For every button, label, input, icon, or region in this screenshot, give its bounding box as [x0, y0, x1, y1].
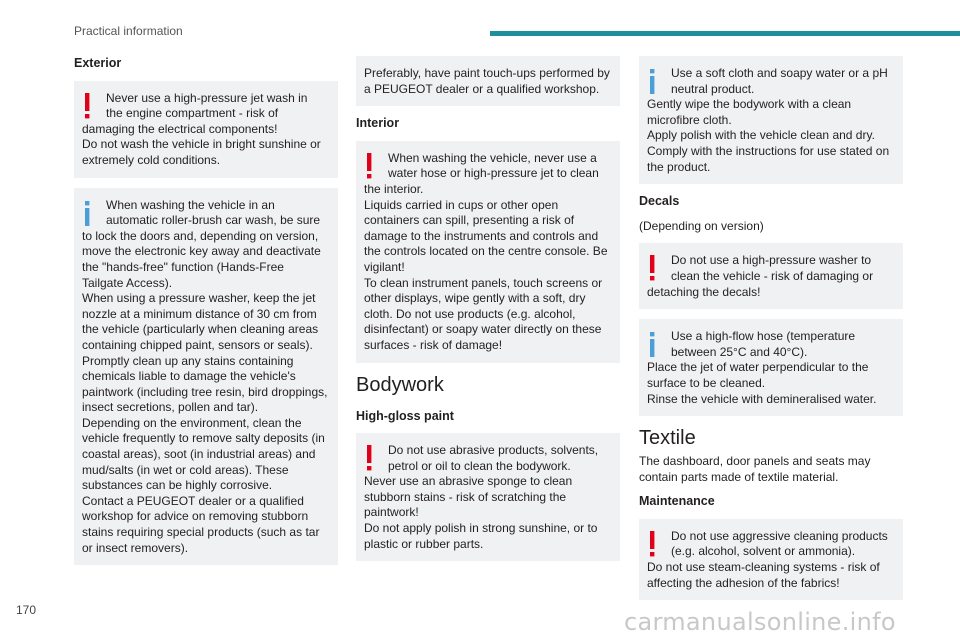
header-accent-bar	[490, 31, 960, 36]
info-icon	[647, 329, 671, 359]
info-lead: Use a soft cloth and soapy water or a pH neutral product.	[671, 66, 888, 96]
warning-lead: Do not use abrasive products, solvents, petrol or oil to clean the bodywork.	[388, 443, 599, 473]
warning-lead: Do not use a high-pressure washer to clean the vehicle - risk of damaging or	[671, 253, 874, 283]
info-text: Gently wipe the bodywork with a clean microfibre cloth. Apply polish with the vehicle clean and dry. Comply with the instructions for use stated on the product.	[647, 97, 890, 174]
heading-maintenance: Maintenance	[639, 494, 715, 509]
heading-exterior: Exterior	[74, 56, 122, 70]
page-number: 170	[16, 603, 37, 617]
heading-textile: Textile	[639, 427, 696, 450]
exclamation-icon	[82, 91, 106, 121]
warning-box	[356, 433, 620, 561]
warning-box	[74, 81, 338, 178]
warning-text: Never use an abrasive sponge to clean stubborn stains - risk of scratching the paintwork! Do not apply polish in strong sunshine, or to plastic or rubber parts.	[364, 474, 598, 551]
info-box	[74, 188, 338, 566]
info-box	[639, 56, 903, 184]
watermark: carmanualsonline.info	[624, 608, 896, 636]
warning-text: damaging the electrical components! Do not wash the vehicle in bright sunshine or extremely cold conditions.	[82, 121, 321, 167]
warning-lead: When washing the vehicle, never use a water hose or high-pressure jet to clean	[388, 150, 599, 181]
column-2	[356, 56, 620, 571]
warning-box	[639, 519, 903, 600]
section-title: Practical information	[74, 24, 183, 38]
textile-text: The dashboard, door panels and seats may contain parts made of textile material.	[639, 454, 871, 484]
warning-lead: Do not use aggressive cleaning products (e.g. alcohol, solvent or ammonia).	[671, 528, 888, 559]
info-continued-box	[356, 56, 620, 106]
info-lead: Use a high-flow hose (temperature between 25°C and 40°C).	[671, 329, 856, 359]
info-box	[639, 319, 903, 416]
warning-text: Do not use steam-cleaning systems - risk of affecting the adhesion of the fabrics!	[647, 560, 880, 590]
heading-interior: Interior	[356, 116, 400, 131]
info-text: Place the jet of water perpendicular to the surface to be cleaned. Rinse the vehicle with demineralised water.	[647, 360, 877, 406]
column-3	[639, 56, 903, 610]
heading-decals: Decals	[639, 194, 680, 209]
exclamation-icon	[364, 151, 388, 181]
heading-high-gloss-paint: High-gloss paint	[356, 408, 454, 423]
decals-note: (Depending on version)	[639, 218, 764, 233]
warning-box	[356, 141, 620, 363]
exclamation-icon	[647, 253, 671, 283]
warning-text: the interior. Liquids carried in cups or other open containers can spill, presenting a risk of damage to the instruments and controls and the controls located on the centre console. Be vigilant! To clean instrument panels, touch screens or other displays, wipe gently with a soft, dry cloth. Do not use products (e.g. alcohol, disinfectant) or soapy water directly on these surfaces - risk of damage!	[364, 181, 608, 352]
warning-lead: Never use a high-pressure jet wash in the engine compartment - risk of	[106, 90, 308, 121]
info-lead: When washing the vehicle in an automatic roller-brush car wash, be sure	[106, 197, 321, 228]
warning-box	[639, 243, 903, 309]
info-continued-text: Preferably, have paint touch-ups performed by a PEUGEOT dealer or a qualified workshop.	[364, 66, 610, 96]
info-icon	[82, 198, 106, 228]
info-icon	[647, 66, 671, 96]
warning-text: detaching the decals!	[647, 284, 761, 299]
exclamation-icon	[647, 529, 671, 559]
exclamation-icon	[364, 443, 388, 473]
heading-bodywork: Bodywork	[356, 373, 444, 396]
column-1	[74, 56, 338, 575]
info-text: to lock the doors and, depending on version, move the electronic key away and deactivate the "hands-free" function (Hands-Free Tailgate Access). When using a pressure washer, keep the jet nozzle at a minimum distance of 30 cm from the vehicle (particularly when cleaning areas containing chipped paint, sensors or seals). Promptly clean up any stains containing chemicals liable to damage the vehicle's paintwork (including tree resin, bird droppings, insect secretions, pollen and tar). Depending on the environment, clean the vehicle frequently to remove salty deposits (in coastal areas), soot (in industrial areas) and mud/salts (in wet or cold areas). These substances can be highly corrosive. Contact a PEUGEOT dealer or a qualified workshop for advice on removing stubborn stains requiring special products (such as tar or insect removers).	[82, 228, 328, 555]
